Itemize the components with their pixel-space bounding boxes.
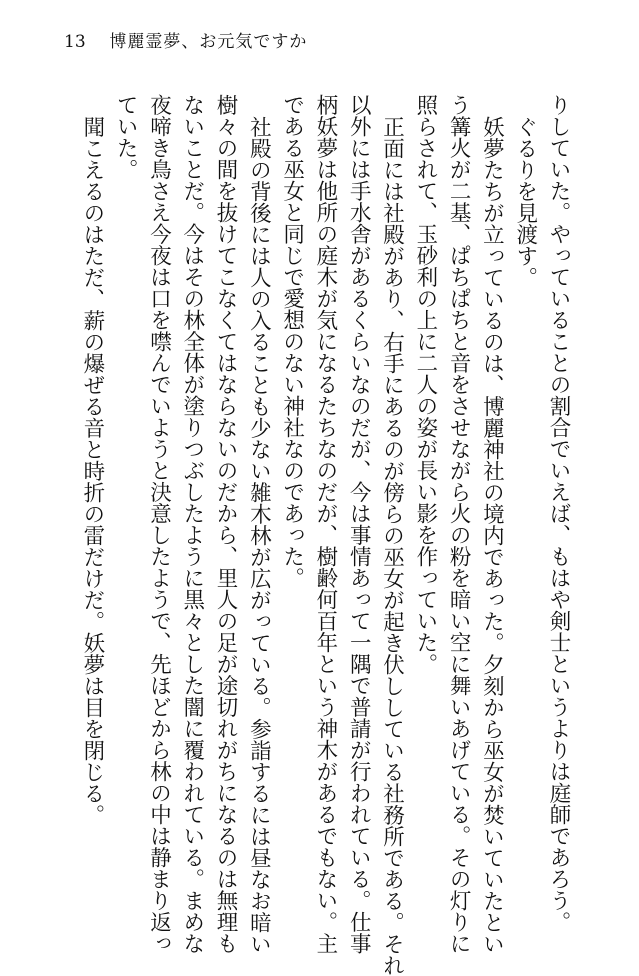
paragraph: 社殿の背後には人の入ることも少ない雑木林が広がっている。参詣するには昼なお暗い 樹々の間を抜けてこなくてはならないのだから、里人の足が途切れがちになるのは無理も ないことだ。今はその林全体が塗りつぶしたように黒々とした闇に覆われている。まめな 夜啼き鳥さえ今夜は口を噤んでいようと決意したようで、先ほどから林の中は静まり返っ ていた。 xyxy=(113,94,272,954)
paragraph: ぐるりを見渡す。 xyxy=(512,115,538,288)
page-number: 13 xyxy=(64,32,86,52)
paragraph: 妖夢たちが立っているのは、博麗神社の境内であった。夕刻から巫女が焚いていたとい う篝火が二基、ぱちぱちと音をさせながら火の粉を暗い空に舞いあげている。その灯りに 照らされて、玉砂利の上に二人の姿が長い影を作っていた。 xyxy=(412,94,505,954)
vertical-body-text xyxy=(55,94,575,976)
paragraph: 聞こえるのはただ、薪の爆ぜる音と時折の雷だけだ。妖夢は目を閉じる。 xyxy=(79,115,105,825)
page-header xyxy=(64,34,307,51)
chapter-title: 博麗霊夢、お元気ですか xyxy=(109,32,308,52)
paragraph: りしていた。やっていることの割合でいえば、もはや剣士というよりは庭師であろう。 xyxy=(546,94,571,933)
paragraph: 正面には社殿があり、右手にあるのが傍らの巫女が起き伏ししている社務所である。それ 以外には手水舎があるくらいなのだが、今は事情あって一隅で普請が行われている。仕事 柄妖夢は他所の庭木が気になるたちなのだが、樹齢何百年という神木があるでもない。主 である巫女と同じで愛想のない神社なのであった。 xyxy=(279,94,405,976)
